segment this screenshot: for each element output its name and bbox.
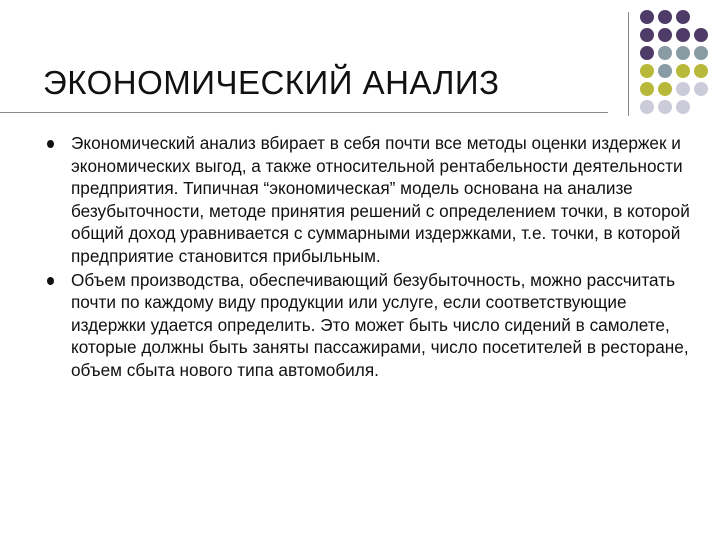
bullet-text: Объем производства, обеспечивающий безубыточность, можно рассчитать почти по каждому виду продукции или услуге, если соответствующие издержки удается определить. Это может быть число сидений в самолете, которые должны быть заняты пассажирами, число посетителей в ресторане, объем сбыта нового типа автомобиля. — [71, 269, 689, 380]
decor-dot — [694, 82, 708, 96]
bullet-item — [47, 132, 692, 268]
decor-dot — [658, 46, 672, 60]
decor-dot — [658, 10, 672, 24]
decor-dot — [676, 10, 690, 24]
decor-dot — [658, 100, 672, 114]
decor-dot — [676, 100, 690, 114]
decor-dot — [658, 82, 672, 96]
decorative-dot-grid — [640, 10, 720, 120]
decor-dot — [694, 46, 708, 60]
decor-dot — [694, 28, 708, 42]
decor-dot — [694, 64, 708, 78]
decor-dot — [640, 28, 654, 42]
decor-dot — [676, 46, 690, 60]
bullet-item — [47, 269, 692, 382]
decor-dot — [640, 10, 654, 24]
decor-dot — [658, 64, 672, 78]
bullet-dot-icon — [47, 277, 54, 285]
bullet-list — [47, 132, 692, 383]
decor-dot — [640, 64, 654, 78]
decor-dot — [676, 64, 690, 78]
bullet-dot-icon — [47, 140, 54, 148]
decor-dot — [640, 46, 654, 60]
decor-dot — [640, 100, 654, 114]
decor-dot — [676, 28, 690, 42]
decor-dot — [640, 82, 654, 96]
decor-dot — [676, 82, 690, 96]
bullet-text: Экономический анализ вбирает в себя почти все методы оценки издержек и экономических выгод, а также относительной рентабельности деятельности предприятия. Типичная “экономическая” модель основана на анализе безубыточности, методе принятия решений с определением точки, в которой общий доход уравнивается с суммарными издержками, т.е. точки, в которой предприятие становится прибыльным. — [71, 133, 690, 266]
vertical-divider — [628, 12, 629, 116]
title-divider — [0, 112, 608, 113]
decor-dot — [658, 28, 672, 42]
slide-title: ЭКОНОМИЧЕСКИЙ АНАЛИЗ — [43, 64, 500, 101]
